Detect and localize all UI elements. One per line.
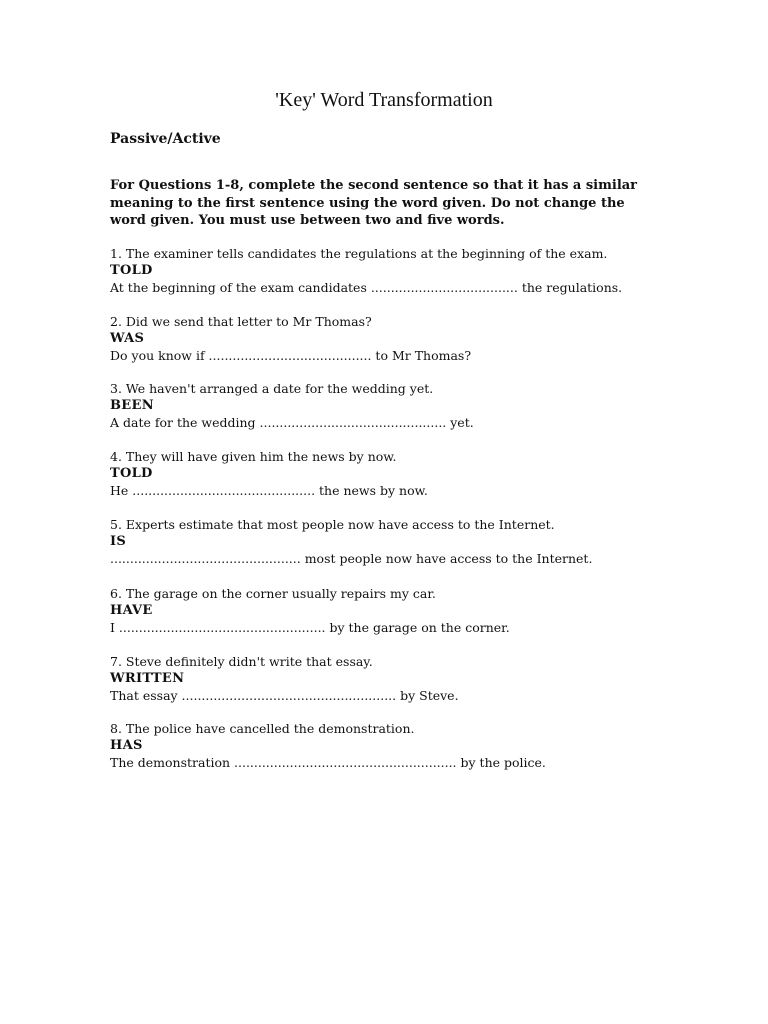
question-1 [110, 245, 670, 296]
question-prompt: 4. They will have given him the news by now. [110, 449, 397, 464]
question-7 [110, 653, 670, 704]
question-keyword: TOLD [110, 263, 153, 278]
question-keyword: IS [110, 534, 127, 549]
question-answer-line: Do you know if ......................................... to Mr Thomas? [110, 348, 472, 363]
question-keyword: WAS [110, 331, 145, 346]
question-prompt: 5. Experts estimate that most people now have access to the Internet. [110, 517, 555, 532]
question-answer-line: He .............................................. the news by now. [110, 483, 428, 498]
question-prompt: 2. Did we send that letter to Mr Thomas? [110, 314, 372, 329]
question-prompt: 8. The police have cancelled the demonstration. [110, 721, 415, 736]
question-3 [110, 380, 670, 431]
instructions-paragraph: For Questions 1-8, complete the second sentence so that it has a similar meaning to the first sentence using the word given. Do not change the word given. You must use between two and five words. [110, 178, 638, 228]
question-4 [110, 448, 670, 499]
question-answer-line: That essay ...................................................... by Steve. [110, 688, 459, 703]
question-6 [110, 585, 670, 636]
page-title: 'Key' Word Transformation [275, 89, 493, 111]
question-answer-line: The demonstration ........................................................ by the police. [110, 755, 546, 770]
question-answer-line: ................................................ most people now have access to the Internet. [110, 551, 593, 566]
question-5 [110, 516, 670, 567]
question-keyword: WRITTEN [110, 671, 185, 686]
section-subtitle: Passive/Active [110, 131, 221, 147]
question-keyword: TOLD [110, 466, 153, 481]
question-keyword: BEEN [110, 398, 154, 413]
question-keyword: HAS [110, 738, 143, 753]
question-prompt: 3. We haven't arranged a date for the wedding yet. [110, 381, 434, 396]
question-keyword: HAVE [110, 603, 153, 618]
question-prompt: 1. The examiner tells candidates the regulations at the beginning of the exam. [110, 246, 608, 261]
question-answer-line: At the beginning of the exam candidates ..................................... the regulations. [110, 280, 623, 295]
question-prompt: 7. Steve definitely didn't write that essay. [110, 654, 373, 669]
question-2 [110, 313, 670, 364]
question-answer-line: A date for the wedding ............................................... yet. [110, 415, 474, 430]
question-8 [110, 720, 670, 771]
question-answer-line: I .................................................... by the garage on the corner. [110, 620, 510, 635]
question-prompt: 6. The garage on the corner usually repairs my car. [110, 586, 436, 601]
